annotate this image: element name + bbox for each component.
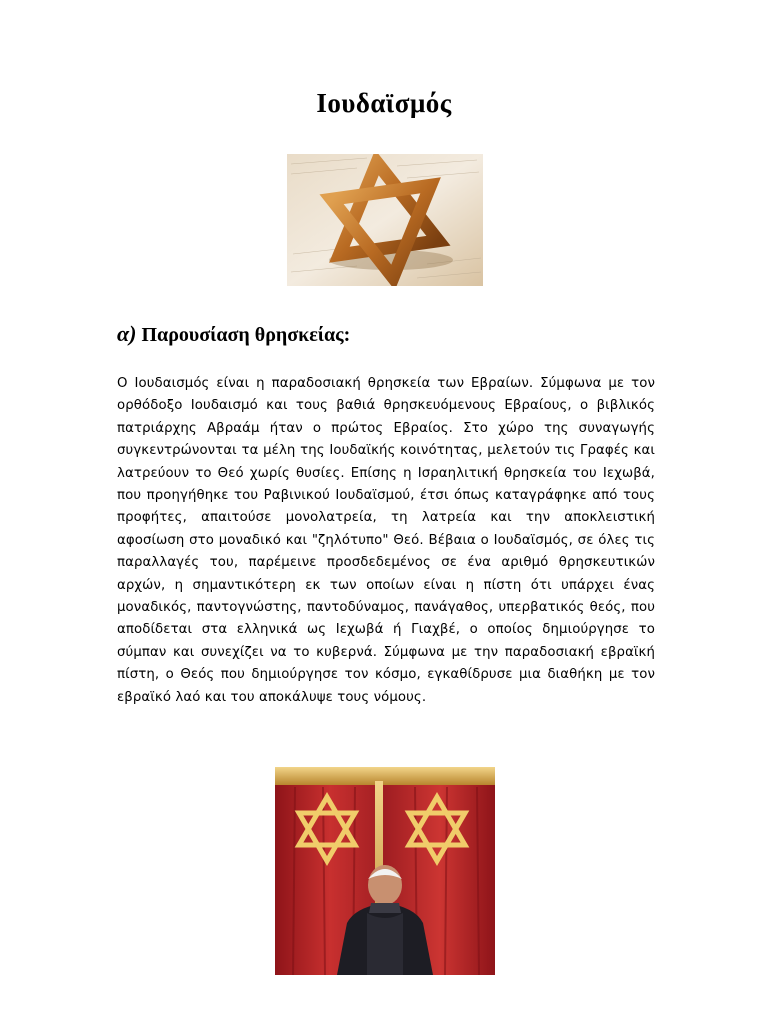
page-title: Ιουδαϊσμός bbox=[316, 88, 452, 118]
body-paragraph: Ο Ιουδαισμός είναι η παραδοσιακή θρησκεία των Εβραίων. Σύμφωνα με τον ορθόδοξο Ιουδαισμό και τους βαθιά θρησκευόμενους Εβραίους, ο βιβλικός πατριάρχης Αβραάμ ήταν ο πρώτος Εβραίος. Στο χώρο της συναγωγής συγκεντρώνονται τα μέλη της Ιουδαϊκής κοινότητας, μελετούν τις Γραφές και λατρεύουν το Θεό χωρίς θυσίες. Επίσης η Ισραηλιτική θρησκεία του Ιεχωβά, που προηγήθηκε του Ραβινικού Ιουδαϊσμού, έτσι όπως καταγράφηκε από τους προφήτες, απαιτούσε μονολατρεία, τη λατρεία και την αποκλειστική αφοσίωση στο μοναδικό και "ζηλότυπο" Θεό. Βέβαια ο Ιουδαϊσμός, σε όλες τις παραλλαγές του, παρέμεινε προσδεδεμένος σε ένα αριθμό θρησκευτικών αρχών, η σημαντικότερη εκ των οποίων είναι η πίστη ότι υπάρχει ένας μοναδικός, παντογνώστης, παντοδύναμος, πανάγαθος, υπερβατικός θεός, που αποδίδεται στα ελληνικά ως Ιεχωβά ή Γιαχβέ, ο οποίος δημιούργησε το σύμπαν και συνεχίζει να το κυβερνά. Σύμφωνα με την παραδοσιακή εβραϊκή πίστη, ο Θεός που δημιούργησε τον κόσμο, εγκαθίδρυσε μια διαθήκη με τον εβραϊκό λαό και του αποκάλυψε τους νόμους. bbox=[117, 376, 655, 705]
star-of-david-image bbox=[287, 154, 483, 286]
section-letter: α) bbox=[117, 321, 137, 346]
section-heading bbox=[117, 321, 350, 347]
synagogue-image bbox=[275, 767, 495, 975]
synagogue-curtain-icon bbox=[275, 767, 495, 975]
star-of-david-icon bbox=[287, 154, 483, 286]
section-heading-text: Παρουσίαση θρησκείας: bbox=[141, 324, 351, 346]
